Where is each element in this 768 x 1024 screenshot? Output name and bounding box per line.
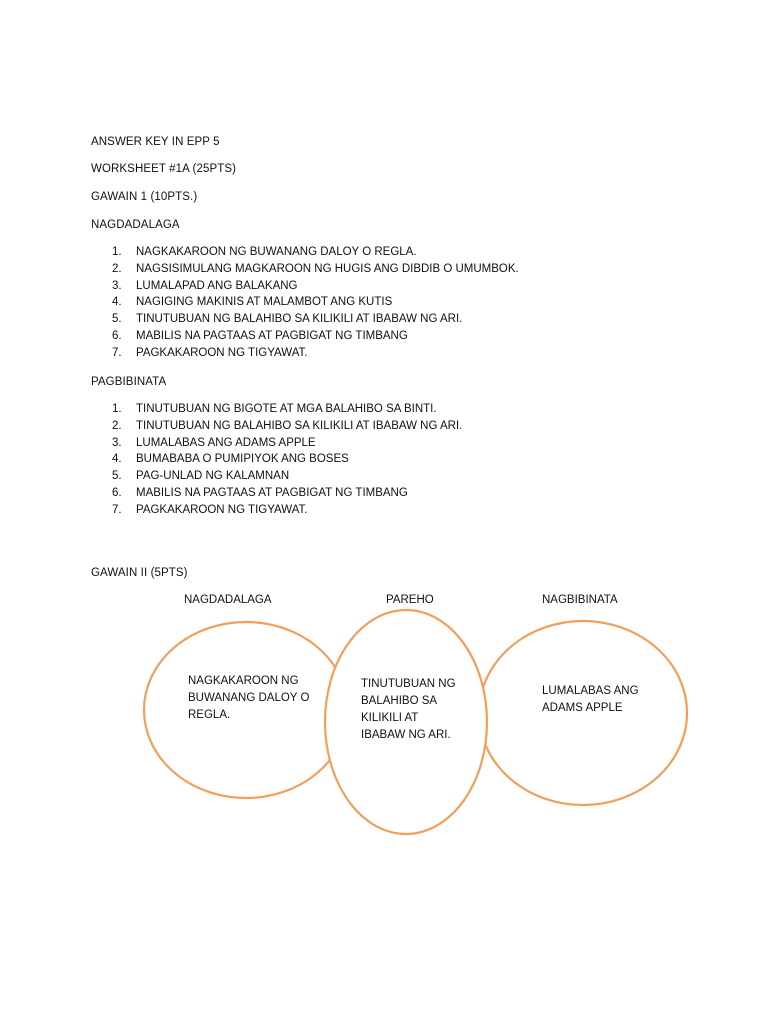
list-number: 6.: [112, 329, 122, 342]
venn-text-middle: [361, 676, 456, 744]
list-text: BUMABABA O PUMIPIYOK ANG BOSES: [136, 453, 349, 466]
list-number: 7.: [112, 346, 122, 359]
venn-label-nagdadalaga: NAGDADALAGA: [184, 594, 272, 606]
gawain1-label: GAWAIN 1 (10PTS.): [91, 191, 198, 203]
venn-text-line: TINUTUBUAN NG: [361, 678, 456, 690]
list-text: TINUTUBUAN NG BIGOTE AT MGA BALAHIBO SA BINTI.: [136, 403, 437, 415]
section-heading-pagbibinata: PAGBIBINATA: [91, 376, 167, 388]
venn-text-line: KILIKILI AT: [361, 712, 419, 724]
list-number: 3.: [112, 279, 122, 292]
list-number: 7.: [112, 503, 122, 516]
list-text: MABILIS NA PAGTAAS AT PAGBIGAT NG TIMBANG: [136, 486, 408, 499]
venn-label-pareho: PAREHO: [386, 594, 434, 606]
list-number: 1.: [112, 403, 122, 415]
venn-text-line: REGLA.: [188, 709, 231, 721]
gawain2-label: GAWAIN II (5PTS): [91, 567, 188, 579]
doc-title: ANSWER KEY IN EPP 5: [91, 136, 220, 148]
venn-text-line: BALAHIBO SA: [361, 695, 438, 707]
list-number: 2.: [112, 262, 122, 275]
list-text: NAGKAKAROON NG BUWANANG DALOY O REGLA.: [136, 246, 417, 258]
list-text: LUMALAPAD ANG BALAKANG: [136, 279, 298, 292]
section-heading-nagdadalaga: NAGDADALAGA: [91, 219, 180, 231]
venn-text-right: [542, 683, 639, 717]
venn-text-line: NAGKAKAROON NG: [188, 675, 299, 687]
list-text: PAGKAKAROON NG TIGYAWAT.: [136, 503, 308, 516]
list-text: MABILIS NA PAGTAAS AT PAGBIGAT NG TIMBANG: [136, 329, 408, 342]
list-text: NAGIGING MAKINIS AT MALAMBOT ANG KUTIS: [136, 296, 393, 309]
venn-text-line: ADAMS APPLE: [542, 702, 623, 714]
venn-text-line: BUWANANG DALOY O: [188, 692, 310, 704]
worksheet-label: WORKSHEET #1A (25PTS): [91, 163, 237, 175]
list-number: 2.: [112, 419, 122, 432]
list-number: 4.: [112, 296, 122, 309]
list-number: 4.: [112, 453, 122, 466]
list-text: NAGSISIMULANG MAGKAROON NG HUGIS ANG DIBDIB O UMUMBOK.: [136, 262, 519, 275]
list-number: 1.: [112, 246, 122, 258]
venn-label-nagbibinata: NAGBIBINATA: [542, 594, 618, 606]
list-number: 6.: [112, 486, 122, 499]
list-number: 5.: [112, 470, 122, 483]
list-number: 5.: [112, 313, 122, 326]
list-text: LUMALABAS ANG ADAMS APPLE: [136, 436, 316, 449]
list-text: TINUTUBUAN NG BALAHIBO SA KILIKILI AT IBABAW NG ARI.: [136, 313, 463, 326]
list-text: PAGKAKAROON NG TIGYAWAT.: [136, 346, 308, 359]
venn-text-line: LUMALABAS ANG: [542, 685, 639, 697]
list-text: PAG-UNLAD NG KALAMNAN: [136, 470, 290, 483]
venn-text-line: IBABAW NG ARI.: [361, 729, 451, 741]
list-text: TINUTUBUAN NG BALAHIBO SA KILIKILI AT IBABAW NG ARI.: [136, 419, 463, 432]
venn-text-left: [188, 673, 309, 724]
list-number: 3.: [112, 436, 122, 449]
